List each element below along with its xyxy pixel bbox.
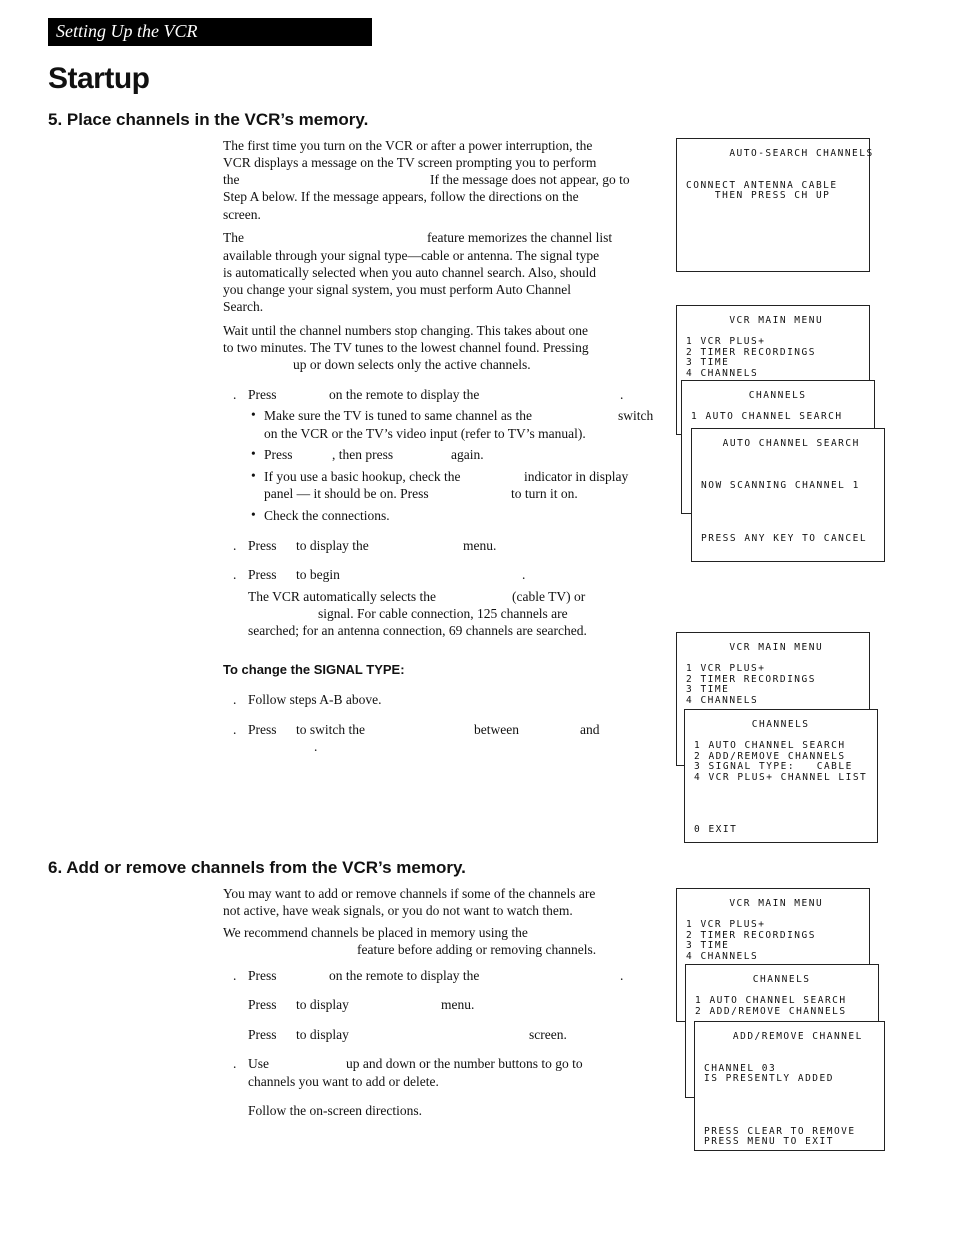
section-header-bar: [48, 18, 372, 46]
step-b-menu: menu.: [463, 538, 497, 553]
signal-type-heading: To change the SIGNAL TYPE:: [223, 662, 405, 677]
signal-step2-and: and: [580, 722, 600, 737]
tv-screen-channels-signal: [684, 709, 878, 843]
tv-screen-add-remove: [694, 1021, 885, 1151]
section-header-label: Setting Up the VCR: [56, 21, 198, 41]
step-a-press: Press: [248, 387, 277, 402]
step-a-end: .: [620, 387, 624, 402]
s6-step-b-text: to display: [296, 997, 349, 1012]
s6-step-b-press: Press: [248, 997, 277, 1012]
s6-step-d-text: up and down or the number buttons to go to: [346, 1056, 583, 1071]
step-b-text: to display the: [296, 538, 369, 553]
s6-step-c-text: to display: [296, 1027, 349, 1042]
s6-step-e-text: Follow the on-screen directions.: [248, 1103, 422, 1118]
signal-step1-marker: .: [233, 692, 237, 707]
step-c-detail-l3: searched; for an antenna connection, 69 channels are searched.: [248, 623, 587, 638]
signal-step2-press: Press: [248, 722, 277, 737]
tv-screen-text: VCR MAIN MENU 1 VCR PLUS+ 2 TIMER RECORDINGS 3 TIME 4 CHANNELS: [686, 315, 824, 379]
signal-step2-text: to switch the: [296, 722, 365, 737]
bullet1-l2: on the VCR or the TV’s video input (refer to TV’s manual).: [264, 426, 586, 441]
bullet1-l1b: switch: [618, 408, 654, 423]
bullet4: Check the connections.: [264, 508, 390, 523]
bullet-dot: •: [251, 407, 256, 422]
bullet-dot: •: [251, 468, 256, 483]
section6-p2-l2: feature before adding or removing channels.: [357, 942, 597, 957]
tv-screen-text: ADD/REMOVE CHANNEL CHANNEL 03 IS PRESENTLY ADDED PRESS CLEAR TO REMOVE PRESS MENU TO EXIT: [704, 1031, 863, 1147]
tv-screen-text: CHANNELS 1 AUTO CHANNEL SEARCH 2 ADD/REMOVE CHANNELS: [695, 974, 847, 1017]
section5-p3-l3: up or down selects only the active channels.: [293, 357, 531, 372]
section5-heading: 5. Place channels in the VCR’s memory.: [48, 110, 369, 129]
tv-screen-auto-search: [676, 138, 874, 272]
s6-step-a-press: Press: [248, 968, 277, 983]
section5-p1-l5: screen.: [223, 207, 261, 222]
tv-screen-text: AUTO-SEARCH CHANNELS CONNECT ANTENNA CABLE THEN PRESS CH UP: [686, 148, 874, 201]
bullet3-l1a: If you use a basic hookup, check the: [264, 469, 461, 484]
s6-step-a-text: on the remote to display the: [329, 968, 480, 983]
step-b-press: Press: [248, 538, 277, 553]
s6-step-d-l2: channels you want to add or delete.: [248, 1074, 439, 1089]
section5-p1-l3b: If the message does not appear, go to: [430, 172, 630, 187]
signal-step2-between: between: [474, 722, 519, 737]
section5-p3-l2: to two minutes. The TV tunes to the lowest channel found. Pressing: [223, 340, 589, 355]
s6-step-c-screen: screen.: [529, 1027, 567, 1042]
bullet3-l1b: indicator in display: [524, 469, 629, 484]
section6-p2-l1: We recommend channels be placed in memory using the: [223, 925, 528, 940]
section5-p1-l2: VCR displays a message on the TV screen prompting you to perform: [223, 155, 597, 170]
signal-step1-text: Follow steps A-B above.: [248, 692, 382, 707]
section6-p1-l1: You may want to add or remove channels if some of the channels are: [223, 886, 596, 901]
step-c-marker: .: [233, 567, 237, 582]
s6-step-d-use: Use: [248, 1056, 269, 1071]
tv-screen-text: VCR MAIN MENU 1 VCR PLUS+ 2 TIMER RECORDINGS 3 TIME 4 CHANNELS: [686, 642, 824, 706]
bullet2-a: Press: [264, 447, 293, 462]
s6-step-a-marker: .: [233, 968, 237, 983]
step-a-marker: .: [233, 387, 237, 402]
section5-p2-l2: available through your signal type—cable or antenna. The signal type: [223, 248, 600, 263]
tv-screen-auto-channel-search: [691, 428, 885, 562]
tv-screen-text: CHANNELS 1 AUTO CHANNEL SEARCH: [691, 390, 843, 422]
step-c-detail-l2: signal. For cable connection, 125 channels are: [318, 606, 568, 621]
step-c-end: .: [522, 567, 526, 582]
step-b-marker: .: [233, 538, 237, 553]
section5-p1-l4: Step A below. If the message appears, follow the directions on the: [223, 189, 579, 204]
s6-step-c-press: Press: [248, 1027, 277, 1042]
step-a-text: on the remote to display the: [329, 387, 480, 402]
bullet-dot: •: [251, 507, 256, 522]
signal-step2-marker: .: [233, 722, 237, 737]
step-c-detail-l1a: The VCR automatically selects the: [248, 589, 436, 604]
signal-step2-end: .: [314, 739, 318, 754]
page-title: Startup: [48, 62, 150, 95]
tv-screen-text: AUTO CHANNEL SEARCH NOW SCANNING CHANNEL 1 PRESS ANY KEY TO CANCEL: [701, 438, 868, 544]
step-c-press: Press: [248, 567, 277, 582]
s6-step-d-marker: .: [233, 1056, 237, 1071]
bullet3-l2a: panel — it should be on. Press: [264, 486, 429, 501]
bullet2-c: again.: [451, 447, 484, 462]
bullet1-l1a: Make sure the TV is tuned to same channel as the: [264, 408, 532, 423]
section5-p2-l4: you change your signal system, you must perform Auto Channel: [223, 282, 571, 297]
step-c-text: to begin: [296, 567, 340, 582]
section5-p1-l3a: the: [223, 172, 240, 187]
bullet-dot: •: [251, 446, 256, 461]
section5-p1-l1: The first time you turn on the VCR or after a power interruption, the: [223, 138, 593, 153]
section5-p2-l1b: feature memorizes the channel list: [427, 230, 613, 245]
bullet3-l2b: to turn it on.: [511, 486, 578, 501]
s6-step-b-menu: menu.: [441, 997, 475, 1012]
tv-screen-text: CHANNELS 1 AUTO CHANNEL SEARCH 2 ADD/REMOVE CHANNELS 3 SIGNAL TYPE: CABLE 4 VCR PLUS+ CHANNEL LIST 0 EXIT: [694, 719, 868, 835]
step-c-detail-l1b: (cable TV) or: [512, 589, 586, 604]
tv-screen-text: VCR MAIN MENU 1 VCR PLUS+ 2 TIMER RECORDINGS 3 TIME 4 CHANNELS: [686, 898, 824, 962]
section6-p1-l2: not active, have weak signals, or you do not want to watch them.: [223, 903, 573, 918]
section5-p2-l1a: The: [223, 230, 244, 245]
section5-p2-l5: Search.: [223, 299, 264, 314]
section5-p2-l3: is automatically selected when you auto channel search. Also, should: [223, 265, 597, 280]
s6-step-a-end: .: [620, 968, 624, 983]
section6-heading: 6. Add or remove channels from the VCR’s memory.: [48, 858, 466, 877]
section5-p3-l1: Wait until the channel numbers stop changing. This takes about one: [223, 323, 588, 338]
bullet2-b: , then press: [332, 447, 394, 462]
